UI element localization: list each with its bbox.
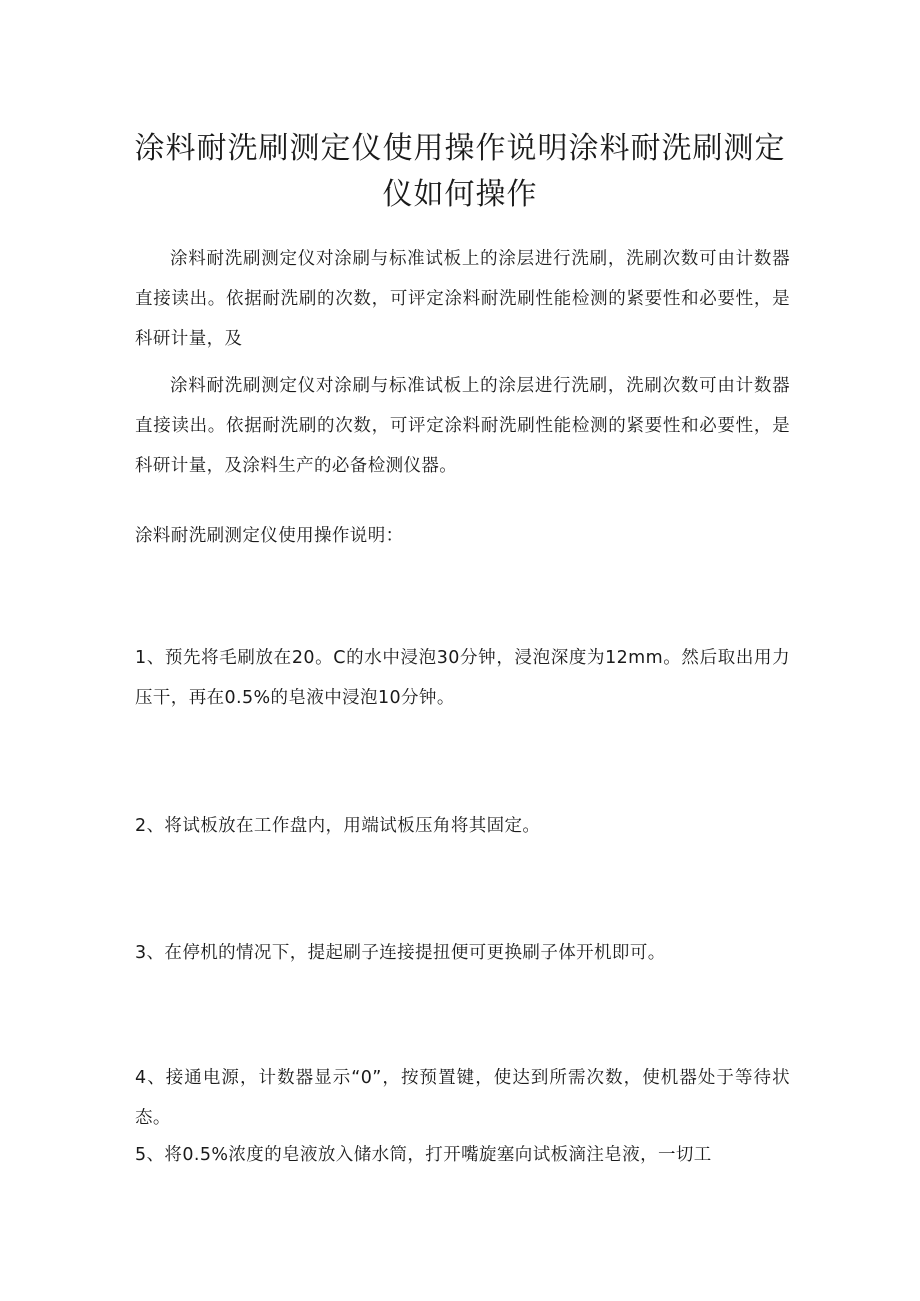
intro-paragraph-2: 涂料耐洗刷测定仪对涂刷与标准试板上的涂层进行洗刷，洗刷次数可由计数器直接读出。依据耐洗刷的次数，可评定涂料耐洗刷性能检测的紧要性和必要性，是科研计量，及涂料生产的必备检测仪器。 [135,376,790,476]
step-4-paragraph: 4、接通电源，计数器显示“0”，按预置键，使达到所需次数，使机器处于等待状态。 [135,1068,790,1128]
step-2-paragraph: 2、将试板放在工作盘内，用端试板压角将其固定。 [135,816,541,836]
step-3-paragraph: 3、在停机的情况下，提起刷子连接提扭便可更换刷子体开机即可。 [135,943,666,963]
step-5-paragraph: 5、将0.5%浓度的皂液放入储水筒，打开嘴旋塞向试板滴注皂液，一切工 [135,1145,712,1165]
section-heading: 涂料耐洗刷测定仪使用操作说明： [135,526,404,546]
intro-paragraph-1: 涂料耐洗刷测定仪对涂刷与标准试板上的涂层进行洗刷，洗刷次数可由计数器直接读出。依据耐洗刷的次数，可评定涂料耐洗刷性能检测的紧要性和必要性，是科研计量，及 [135,249,790,349]
step-1-paragraph: 1、预先将毛刷放在20。C的水中浸泡30分钟，浸泡深度为12mm。然后取出用力压干，再在0.5%的皂液中浸泡10分钟。 [135,648,790,708]
document-title: 涂料耐洗刷测定仪使用操作说明涂料耐洗刷测定仪如何操作 [134,131,786,212]
